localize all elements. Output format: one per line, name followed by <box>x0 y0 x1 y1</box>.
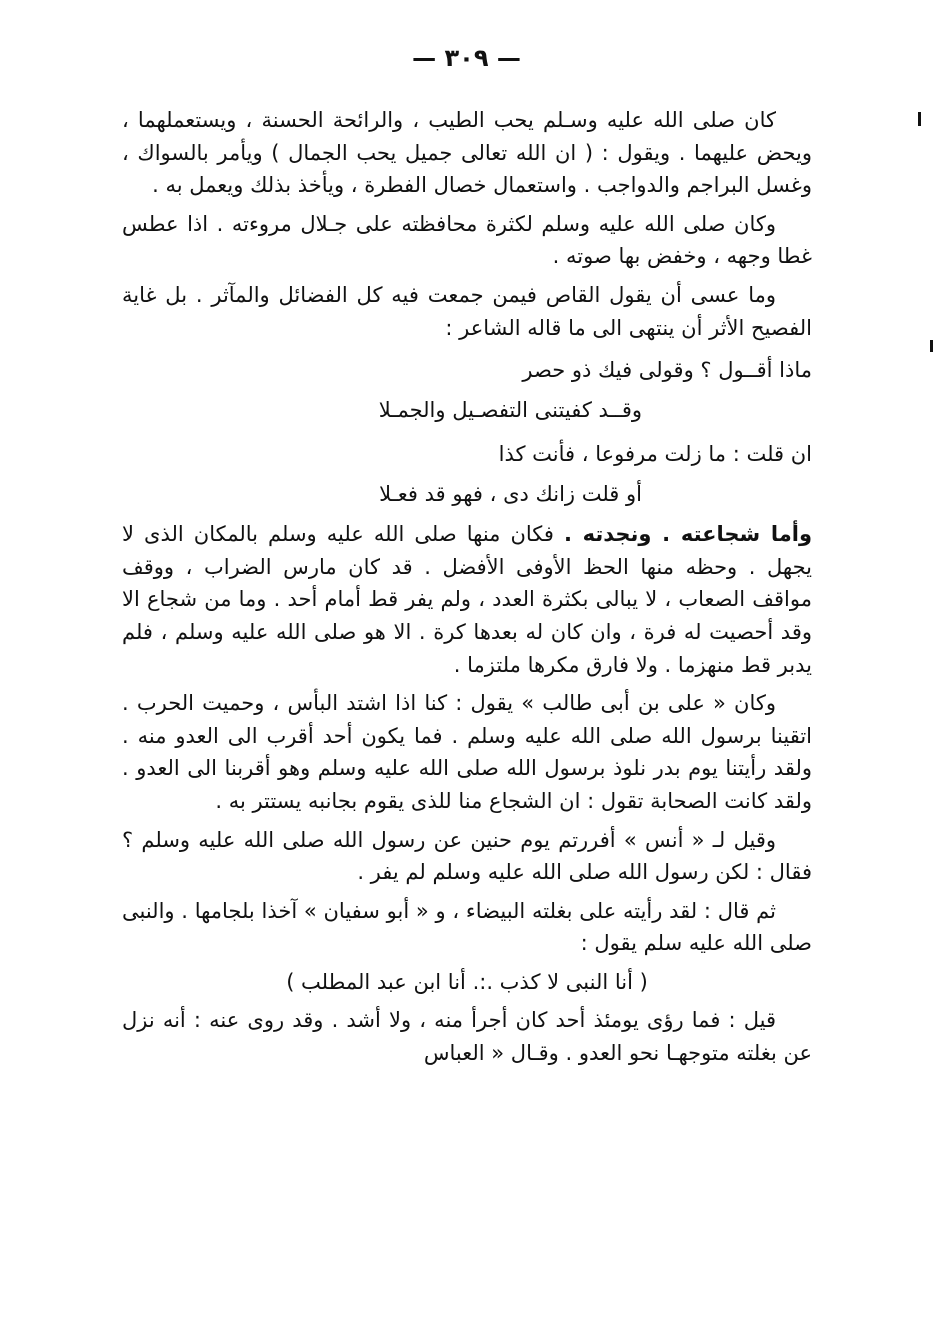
paragraph: وقيل لـ « أنس » أفررتم يوم حنين عن رسول الله صلى الله عليه وسلم ؟ فقال : لكن رسول الله صلى الله عليه وسلم لم يفر . <box>122 827 812 885</box>
paragraph: وكان صلى الله عليه وسلم لكثرة محافظته على جـلال مروءته . اذا عطس غطا وجهه ، وخفض بها صوته . <box>122 211 812 269</box>
poem-verse <box>122 350 812 430</box>
paragraph: ثم قال : لقد رأيته على بغلته البيضاء ، و « أبو سفيان » آخذا بلجامها . والنبى صلى الله عليه سلم يقول : <box>122 898 812 956</box>
page-number: — ٣٠٩ — <box>412 44 521 72</box>
paragraph-courage <box>122 518 812 681</box>
paragraph: وما عسى أن يقول القاص فيمن جمعت فيه كل الفضائل والمآثر . بل غاية الفصيح الأثر أن ينتهى الى ما قاله الشاعر : <box>122 282 812 340</box>
paragraph: وكان « على بن أبى طالب » يقول : كنا اذا اشتد البأس ، وحميت الحرب . اتقينا برسول الله صلى الله عليه وسلم . فما يكون أحد أقرب الى العدو منه . ولقد رأيتنا يوم بدر نلوذ برسول الله صلى الله عليه وسلم وهو أقربنا الى العدو . ولقد كانت الصحابة تقول : ان الشجاع منا للذى يقوم بجانبه يستتر به . <box>122 691 812 813</box>
poem-verse <box>122 434 812 514</box>
quoted-verse: ( أنا النبى لا كذب .:. أنا ابن عبد المطلب ) <box>286 969 648 994</box>
paragraph-lead: وأما شجاعته . ونجدته . <box>563 522 812 547</box>
verse-first-hemistich: ان قلت : ما زلت مرفوعا ، فأنت كذا <box>498 442 812 467</box>
paragraph-text: فكان منها صلى الله عليه وسلم بالمكان الذى لا يجهل . وحظه منها الحظ الأوفى الأفضل . قد كان مارس الضراب ، ووقف مواقف الصعاب ، لا يبالى بكثرة العدد ، ولم يفر قط أمام أحد . وما من شجاع الا وقد أحصيت له فرة ، وان كان له بعدها كرة . الا هو صلى الله عليه وسلم ، فلم يدبر قط منهزما . ولا فارق مكرها ملتزما . <box>122 522 812 677</box>
verse-second-hemistich: وقــد كفيتنى التفصـيل والجمـلا <box>378 398 642 423</box>
verse-second-hemistich: أو قلت زانك دى ، فهو قد فعـلا <box>379 482 642 507</box>
page-body <box>122 104 812 1076</box>
margin-mark <box>918 112 921 126</box>
verse-first-hemistich: ماذا أقــول ؟ وقولى فيك ذو حصر <box>522 358 812 383</box>
paragraph: قيل : فما رؤى يومئذ أحد كان أجرأ منه ، ولا أشد . وقد روى عنه : أنه نزل عن بغلته متوجهـا نحو العدو . وقـال « العباس <box>122 1008 812 1066</box>
paragraph: كان صلى الله عليه وسـلم يحب الطيب ، والرائحة الحسنة ، ويستعملهما ، ويحض عليهما . ويقول : ( ان الله تعالى جميل يحب الجمال ) ويأمر بالسواك ، وغسل البراجم والدواجب . واستعمال خصال الفطرة ، ويأخذ بذلك ويعمل به . <box>122 108 812 198</box>
